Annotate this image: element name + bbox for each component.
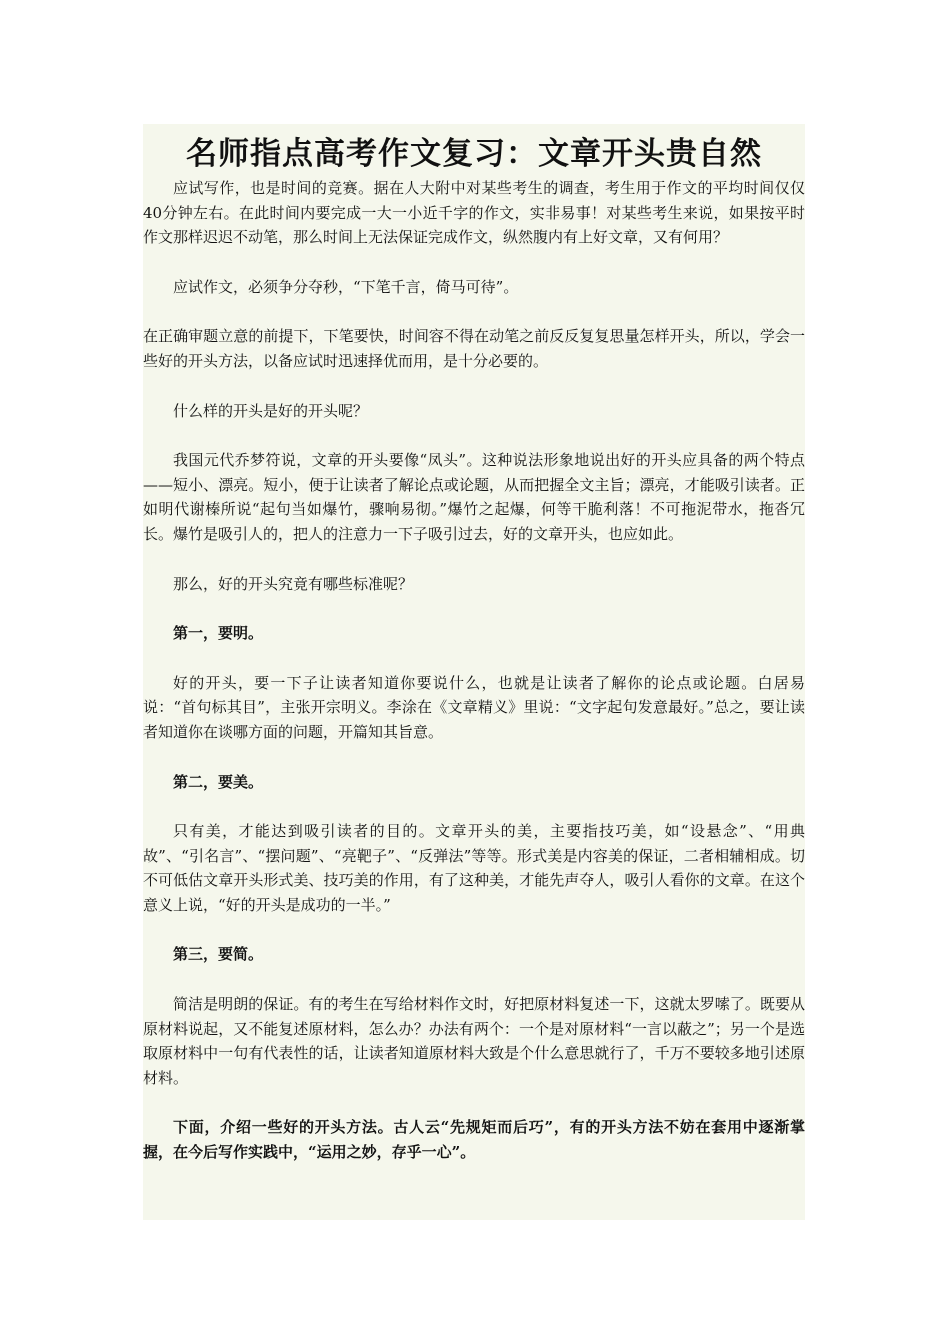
paragraph-phoenix-head: 我国元代乔梦符说，文章的开头要像“凤头”。这种说法形象地说出好的开头应具备的两个特点——短小、漂亮。短小，便于让读者了解论点或论题，从而把握全文主旨；漂亮，才能吸引读者。正如明代谢榛所说“起句当如爆竹，骤响易彻。”爆竹之起爆，何等干脆利落！不可拖泥带水，拖沓冗长。爆竹是吸引人的，把人的注意力一下子吸引过去，好的文章开头，也应如此。 xyxy=(143,451,805,543)
paragraph-intro: 应试写作，也是时间的竞赛。据在人大附中对某些考生的调查，考生用于作文的平均时间仅仅40分钟左右。在此时间内要完成一大一小近千字的作文，实非易事！对某些考生来说，如果按平时作文那样迟迟不动笔，那么时间上无法保证完成作文，纵然腹内有上好文章，又有何用？ xyxy=(143,179,805,247)
article-title: 名师指点高考作文复习：文章开头贵自然 xyxy=(186,136,762,172)
heading-first: 第一，要明。 xyxy=(173,624,264,643)
paragraph-premise: 在正确审题立意的前提下，下笔要快，时间容不得在动笔之前反反复复思量怎样开头，所以，学会一些好的开头方法，以备应试时迅速择优而用，是十分必要的。 xyxy=(143,327,805,370)
paragraph-methods-intro: 下面，介绍一些好的开头方法。古人云“先规矩而后巧”，有的开头方法不妨在套用中逐渐掌握，在今后写作实践中，“运用之妙，存乎一心”。 xyxy=(143,1118,805,1162)
paragraph-first: 好的开头，要一下子让读者知道你要说什么，也就是让读者了解你的论点或论题。白居易说：“首句标其目”，主张开宗明义。李涂在《文章精义》里说：“文字起句发意最好。”总之，要让读者知道你在谈哪方面的问题，开篇知其旨意。 xyxy=(143,673,805,741)
paragraph-quote: 应试作文，必须争分夺秒，“下笔千言，倚马可待”。 xyxy=(173,277,519,296)
paragraph-third: 简洁是明朗的保证。有的考生在写给材料作文时，好把原材料复述一下，这就太罗嗦了。既要从原材料说起，又不能复述原材料，怎么办？办法有两个：一个是对原材料“一言以蔽之”；另一个是选取原材料中一句有代表性的话，让读者知道原材料大致是个什么意思就行了，千万不要较多地引述原材料。 xyxy=(143,995,805,1087)
paragraph-standards-question: 那么，好的开头究竟有哪些标准呢？ xyxy=(173,574,414,593)
heading-third: 第三，要简。 xyxy=(173,945,264,964)
heading-second: 第二，要美。 xyxy=(173,772,264,791)
article-body xyxy=(143,124,805,1220)
paragraph-question: 什么样的开头是好的开头呢？ xyxy=(173,401,369,420)
paragraph-second: 只有美，才能达到吸引读者的目的。文章开头的美，主要指技巧美，如“设悬念”、“用典故”、“引名言”、“摆问题”、“亮靶子”、“反弹法”等等。形式美是内容美的保证，二者相辅相成。切不可低估文章开头形式美、技巧美的作用，有了这种美，才能先声夺人，吸引人看你的文章。在这个意义上说，“好的开头是成功的一半。” xyxy=(143,822,805,914)
